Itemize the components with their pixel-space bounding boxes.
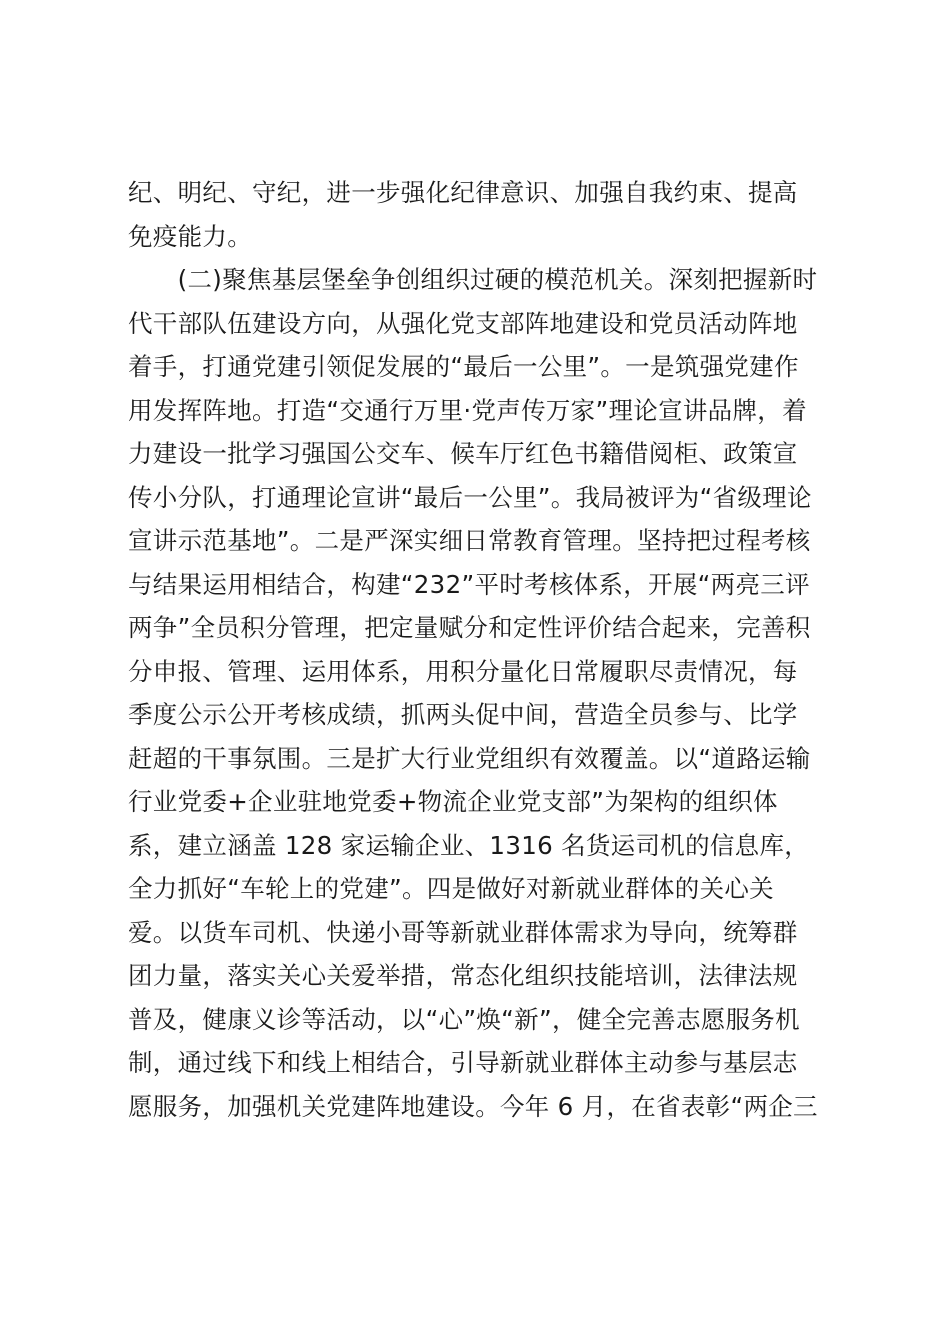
text-line: 普及，健康义诊等活动，以“心”焕“新”，健全完善志愿服务机 — [128, 1004, 800, 1034]
text-line: 代干部队伍建设方向，从强化党支部阵地建设和党员活动阵地 — [128, 308, 798, 338]
text-line: 分申报、管理、运用体系，用积分量化日常履职尽责情况，每 — [128, 656, 798, 686]
text-line: 宣讲示范基地”。二是严深实细日常教育管理。坚持把过程考核 — [128, 526, 811, 555]
text-line: 免疫能力。 — [128, 221, 252, 251]
text-line: 传小分队，打通理论宣讲“最后一公里”。我局被评为“省级理论 — [128, 482, 812, 512]
text-line: (二)聚焦基层堡垒争创组织过硬的模范机关。深刻把握新时 — [128, 265, 818, 294]
text-line: 赶超的干事氛围。三是扩大行业党组织有效覆盖。以“道路运输 — [128, 743, 811, 773]
text-line: 全力抓好“车轮上的党建”。四是做好对新就业群体的关心关 — [128, 874, 774, 903]
text-line: 团力量，落实关心关爱举措，常态化组织技能培训，法律法规 — [128, 961, 798, 990]
text-line: 与结果运用相结合，构建“232”平时考核体系，开展“两亮三评 — [128, 569, 810, 599]
text-line: 季度公示公开考核成绩，抓两头促中间，营造全员参与、比学 — [128, 700, 798, 729]
text-line: 力建设一批学习强国公交车、候车厅红色书籍借阅柜、政策宣 — [128, 439, 798, 468]
text-line: 两争”全员积分管理，把定量赋分和定性评价结合起来，完善积 — [128, 613, 811, 642]
text-line: 制，通过线下和线上相结合，引导新就业群体主动参与基层志 — [128, 1048, 798, 1077]
text-line: 系，建立涵盖 128 家运输企业、1316 名货运司机的信息库， — [128, 830, 810, 860]
body-text — [128, 171, 828, 1128]
text-line: 行业党委+企业驻地党委+物流企业党支部”为架构的组织体 — [128, 787, 778, 816]
text-line: 用发挥阵地。打造“交通行万里·党声传万家”理论宣讲品牌，着 — [128, 395, 807, 425]
text-line: 着手，打通党建引领促发展的“最后一公里”。一是筑强党建作 — [128, 352, 799, 381]
text-line: 纪、明纪、守纪，进一步强化纪律意识、加强自我约束、提高 — [128, 178, 798, 207]
text-line: 爱。以货车司机、快递小哥等新就业群体需求为导向，统筹群 — [128, 917, 798, 947]
text-line: 愿服务，加强机关党建阵地建设。今年 6 月，在省表彰“两企三 — [128, 1091, 818, 1121]
